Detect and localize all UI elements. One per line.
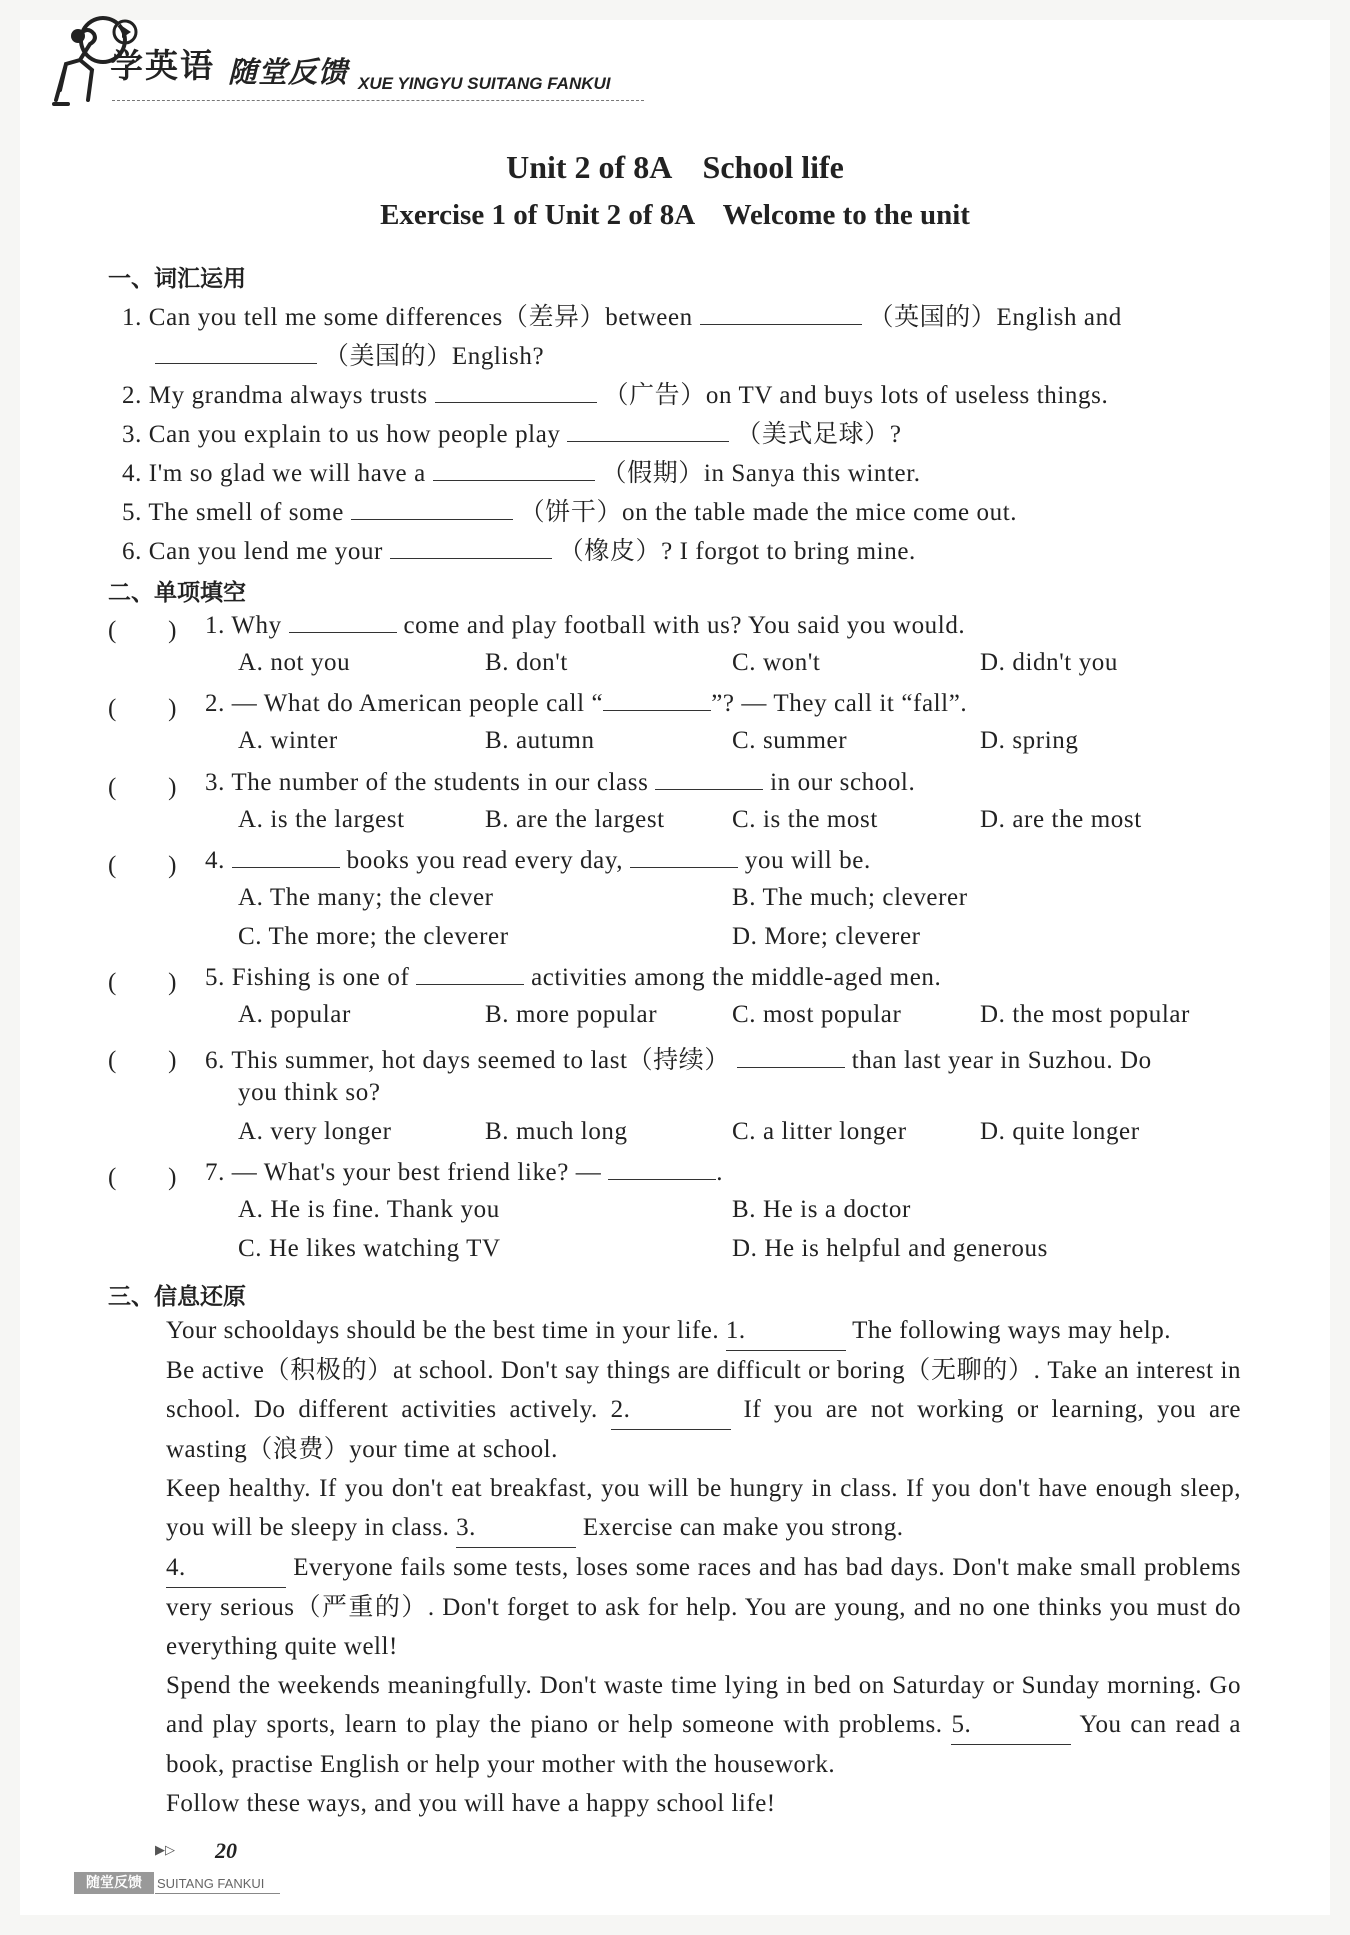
header-cn-title: 学英语 [110, 46, 215, 85]
mc-q1-option-c[interactable]: C. won't [732, 649, 821, 676]
vocab-6-post: （橡皮）? I forgot to bring mine. [558, 538, 916, 565]
blank-2-number: 2. [610, 1396, 631, 1423]
footer-brand-box: 随堂反馈 [74, 1872, 154, 1894]
mc-q7-paren[interactable]: ( ) [108, 1164, 178, 1191]
mc-q2-option-d[interactable]: D. spring [980, 727, 1079, 754]
mc-q4-option-d[interactable]: D. More; cleverer [732, 923, 921, 950]
mc-q1-blank[interactable] [289, 610, 397, 633]
mc-q2-paren[interactable]: ( ) [108, 695, 178, 722]
vocab-1-pre: 1. Can you tell me some differences（差异）between [122, 304, 693, 331]
mc-q5-stem [205, 962, 941, 992]
mc-q4-pre: 4. [205, 847, 225, 874]
page-number: 20 [215, 1838, 237, 1863]
vocab-1-blank-b[interactable] [155, 341, 317, 364]
mc-q4-mid: books you read every day, [346, 847, 624, 874]
vocab-3-blank[interactable] [567, 419, 729, 442]
mc-q5-option-b[interactable]: B. more popular [485, 1001, 658, 1028]
mc-q5-paren[interactable]: ( ) [108, 969, 178, 996]
vocab-5-pre: 5. The smell of some [122, 499, 344, 526]
mc-q6-stem-line2: you think so? [238, 1079, 381, 1106]
mc-q7-option-d[interactable]: D. He is helpful and generous [732, 1235, 1048, 1262]
mc-q6-option-d[interactable]: D. quite longer [980, 1118, 1140, 1145]
vocab-4-pre: 4. I'm so glad we will have a [122, 460, 426, 487]
passage-paragraph-5 [108, 1666, 1241, 1784]
blank-2[interactable] [611, 1390, 731, 1430]
passage-paragraph-3 [108, 1469, 1241, 1548]
mc-q4-option-b[interactable]: B. The much; cleverer [732, 884, 968, 911]
vocab-4-post: （假期）in Sanya this winter. [601, 460, 921, 487]
vocab-item-5 [122, 492, 1017, 528]
footer-brand-text: SUITANG FANKUI [157, 1876, 265, 1891]
mc-q3-option-d[interactable]: D. are the most [980, 806, 1142, 833]
vocab-2-post: （广告）on TV and buys lots of useless things. [603, 382, 1109, 409]
vocab-item-2 [122, 375, 1108, 411]
mc-q2-option-a[interactable]: A. winter [238, 727, 338, 754]
footer-divider [155, 1893, 280, 1894]
vocab-3-pre: 3. Can you explain to us how people play [122, 421, 561, 448]
vocab-2-pre: 2. My grandma always trusts [122, 382, 428, 409]
vocab-3-post: （美式足球）? [736, 421, 902, 448]
mc-q1-stem [205, 610, 965, 640]
mc-q3-stem [205, 767, 915, 797]
mc-q2-option-b[interactable]: B. autumn [485, 727, 595, 754]
mc-q1-option-d[interactable]: D. didn't you [980, 649, 1119, 676]
p3-text-b: Exercise can make you strong. [582, 1514, 904, 1541]
header-divider [112, 100, 644, 101]
mc-q1-option-b[interactable]: B. don't [485, 649, 568, 676]
vocab-item-1-line1 [122, 297, 1122, 333]
vocab-1-post: （英国的）English and [868, 304, 1122, 331]
vocab-item-3 [122, 414, 902, 450]
blank-1[interactable] [726, 1311, 846, 1351]
p5-text-b: You can read a book, practise English or help your mother with the housework. [166, 1711, 1242, 1778]
section3-heading: 三、信息还原 [108, 1284, 246, 1310]
p3-text-a: Keep healthy. If you don't eat breakfast, you will be hungry in class. If you don't have enough sleep, you will be sleepy in class. [166, 1475, 1241, 1541]
vocab-5-post: （饼干）on the table made the mice come out. [519, 499, 1018, 526]
mc-q4-paren[interactable]: ( ) [108, 852, 178, 879]
vocab-6-pre: 6. Can you lend me your [122, 538, 383, 565]
vocab-item-6 [122, 531, 916, 567]
blank-3[interactable] [456, 1508, 576, 1548]
page-subtitle: Exercise 1 of Unit 2 of 8A Welcome to the unit [380, 199, 970, 231]
mc-q5-option-c[interactable]: C. most popular [732, 1001, 902, 1028]
passage-paragraph-6: Follow these ways, and you will have a happy school life! [166, 1790, 776, 1817]
mc-q7-blank[interactable] [608, 1157, 716, 1180]
passage-paragraph-4 [108, 1548, 1241, 1666]
mc-q6-stem [205, 1040, 1152, 1076]
vocab-item-4 [122, 453, 921, 489]
section2-heading: 二、单项填空 [108, 580, 246, 606]
mc-q7-option-a[interactable]: A. He is fine. Thank you [238, 1196, 500, 1223]
p4-text-b: Everyone fails some tests, loses some races and has bad days. Don't make small problems very serious（严重的）. Don't forget to ask for help. You are young, and no one thinks you must do everything quite well! [166, 1554, 1241, 1660]
mc-q6-pre: 6. This summer, hot days seemed to last（持续） [205, 1047, 730, 1074]
mc-q1-pre: 1. Why [205, 612, 282, 639]
mc-q4-option-a[interactable]: A. The many; the clever [238, 884, 494, 911]
header-cn-subtitle: 随堂反馈 [228, 55, 349, 89]
mc-q2-stem [205, 688, 967, 718]
mc-q6-option-b[interactable]: B. much long [485, 1118, 628, 1145]
mc-q4-stem [205, 845, 871, 875]
mc-q5-option-a[interactable]: A. popular [238, 1001, 351, 1028]
mc-q7-post: . [716, 1159, 724, 1186]
blank-1-number: 1. [725, 1317, 746, 1344]
mc-q4-blank-b[interactable] [630, 845, 738, 868]
mc-q6-blank[interactable] [737, 1045, 845, 1068]
mc-q6-post: than last year in Suzhou. Do [851, 1047, 1152, 1074]
page-title: Unit 2 of 8A School life [506, 149, 844, 185]
mc-q1-paren[interactable]: ( ) [108, 617, 178, 644]
mc-q2-pre: 2. — What do American people call “ [205, 690, 604, 717]
vocab-1-line2-post: （美国的）English? [323, 343, 545, 370]
mc-q5-blank[interactable] [416, 962, 524, 985]
mc-q6-option-c[interactable]: C. a litter longer [732, 1118, 907, 1145]
mc-q5-option-d[interactable]: D. the most popular [980, 1001, 1190, 1028]
mc-q2-option-c[interactable]: C. summer [732, 727, 848, 754]
mc-q5-pre: 5. Fishing is one of [205, 964, 410, 991]
mc-q4-option-c[interactable]: C. The more; the cleverer [238, 923, 509, 950]
mc-q5-post: activities among the middle-aged men. [531, 964, 942, 991]
mc-q2-blank[interactable] [603, 688, 711, 711]
mc-q1-post: come and play football with us? You said you would. [403, 612, 966, 639]
mc-q7-option-b[interactable]: B. He is a doctor [732, 1196, 911, 1223]
mc-q3-option-b[interactable]: B. are the largest [485, 806, 665, 833]
blank-3-number: 3. [456, 1514, 476, 1541]
mc-q1-option-a[interactable]: A. not you [238, 649, 351, 676]
mc-q7-pre: 7. — What's your best friend like? — [205, 1159, 602, 1186]
p2-text-b: If you are not working or learning, you are wasting（浪费）your time at school. [166, 1396, 1242, 1463]
mc-q4-blank-a[interactable] [232, 845, 340, 868]
header-en-title: XUE YINGYU SUITANG FANKUI [358, 74, 611, 93]
vocab-6-blank[interactable] [390, 536, 552, 559]
mc-q3-blank[interactable] [655, 767, 763, 790]
mc-q3-pre: 3. The number of the students in our class [205, 769, 649, 796]
vocab-2-blank[interactable] [435, 380, 597, 403]
mc-q6-option-a[interactable]: A. very longer [238, 1118, 392, 1145]
p1-text-a: Your schooldays should be the best time in your life. [166, 1317, 720, 1344]
p1-text-b: The following ways may help. [852, 1317, 1171, 1344]
blank-5[interactable] [951, 1705, 1071, 1745]
passage [108, 1311, 1241, 1823]
blank-4[interactable] [166, 1548, 286, 1588]
vocab-1-blank-a[interactable] [700, 302, 862, 325]
section1-heading: 一、词汇运用 [108, 266, 246, 292]
mc-q3-paren[interactable]: ( ) [108, 774, 178, 801]
mc-q2-post: ”? — They call it “fall”. [711, 690, 968, 717]
mc-q7-stem [205, 1157, 723, 1187]
vocab-4-blank[interactable] [433, 458, 595, 481]
p2-text-a: Be active（积极的）at school. Don't say things are difficult or boring（无聊的）. Take an interest in school. Do different activities actively. [166, 1357, 1241, 1423]
page-arrow-icon: ▶▷ [155, 1843, 175, 1858]
p5-text-a: Spend the weekends meaningfully. Don't waste time lying in bed on Saturday or Sunday morning. Go and play sports, learn to play the piano or help someone with problems. [166, 1672, 1241, 1738]
vocab-5-blank[interactable] [351, 497, 513, 520]
mc-q6-paren[interactable]: ( ) [108, 1047, 178, 1074]
vocab-item-1-line2 [155, 336, 544, 372]
passage-paragraph-1 [108, 1311, 1241, 1351]
mc-q3-post: in our school. [770, 769, 916, 796]
mc-q4-post: you will be. [744, 847, 871, 874]
blank-5-number: 5. [951, 1711, 972, 1738]
mc-q7-option-c[interactable]: C. He likes watching TV [238, 1235, 501, 1262]
passage-paragraph-2 [108, 1351, 1241, 1469]
mc-q3-option-a[interactable]: A. is the largest [238, 806, 405, 833]
mc-q3-option-c[interactable]: C. is the most [732, 806, 878, 833]
blank-4-number: 4. [166, 1554, 186, 1581]
